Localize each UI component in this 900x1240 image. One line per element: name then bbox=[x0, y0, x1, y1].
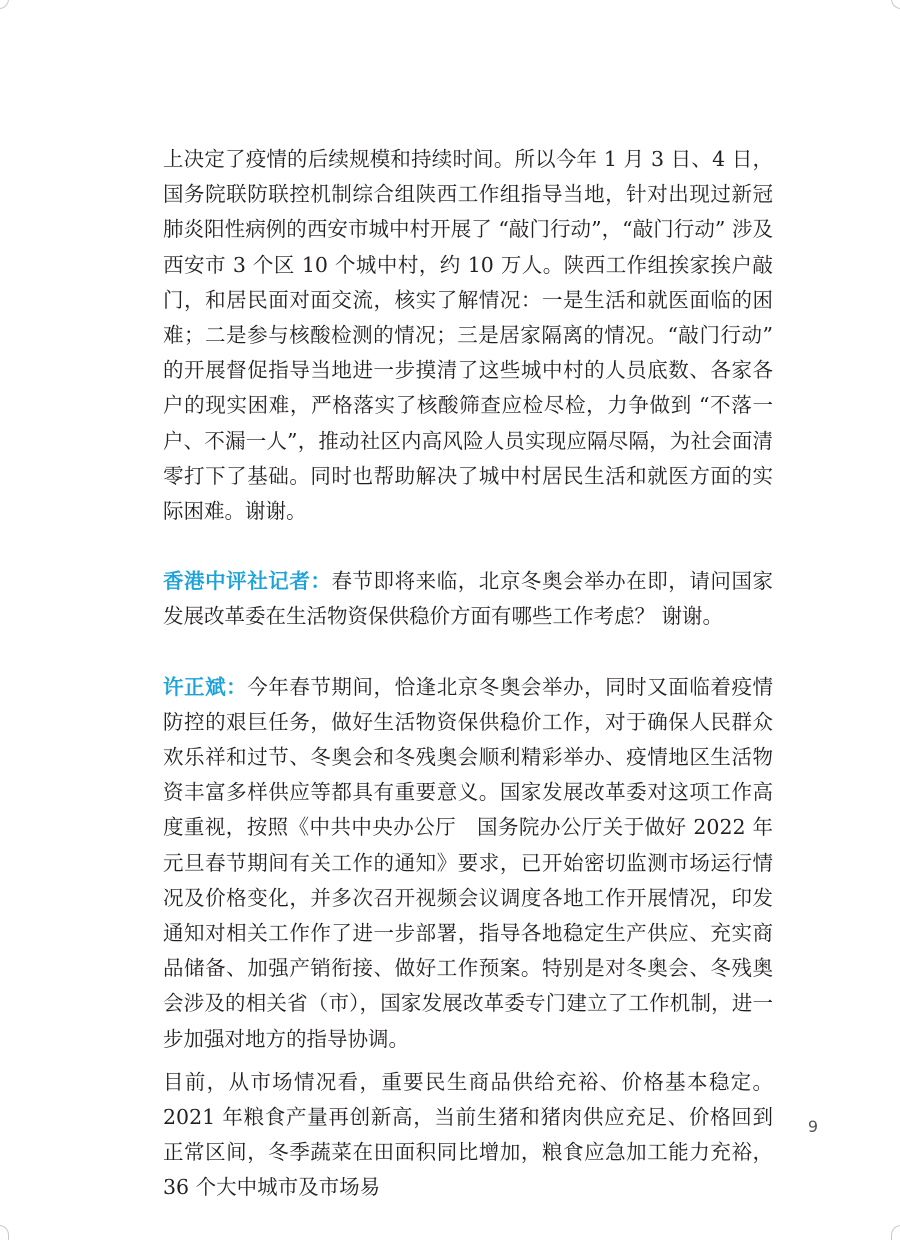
page-number: 9 bbox=[807, 1117, 818, 1136]
paragraph-question bbox=[163, 564, 773, 634]
page-body bbox=[163, 142, 773, 1206]
speaker-reporter: 香港中评社记者： bbox=[163, 569, 332, 594]
paragraph-gap bbox=[163, 635, 773, 670]
question-text: 春节即将来临，北京冬奥会举办在即，请问国家发展改革委在生活物资保供稳价方面有哪些工作考虑？ 谢谢。 bbox=[163, 569, 774, 629]
paragraph-gap bbox=[163, 529, 773, 564]
paragraph-answer-continuation: 上决定了疫情的后续规模和持续时间。所以今年 1 月 3 日、4 日，国务院联防联控机制综合组陕西工作组指导当地，针对出现过新冠肺炎阳性病例的西安市城中村开展了 “敲门行动”，“敲门行动” 涉及西安市 3 个区 10 个城中村，约 10 万人。陕西工作组挨家挨户敲门，和居民面对面交流，核实了解情况：一是生活和就医面临的困难；二是参与核酸检测的情况；三是居家隔离的情况。“敲门行动” 的开展督促指导当地进一步摸清了这些城中村的人员底数、各家各户的现实困难，严格落实了核酸筛查应检尽检，力争做到 “不落一户、不漏一人”，推动社区内高风险人员实现应隔尽隔，为社会面清零打下了基础。同时也帮助解决了城中村居民生活和就医方面的实际困难。谢谢。 bbox=[163, 147, 773, 524]
crop-mark-bottom-right bbox=[891, 1225, 900, 1240]
paragraph-answer bbox=[163, 670, 773, 1057]
answer-text: 今年春节期间，恰逢北京冬奥会举办，同时又面临着疫情防控的艰巨任务，做好生活物资保供稳价工作，对于确保人民群众欢乐祥和过节、冬奥会和冬残奥会顺利精彩举办、疫情地区生活物资丰富多样供应等都具有重要意义。国家发展改革委对这项工作高度重视，按照《中共中央办公厅 国务院办公厅关于做好 2022 年元旦春节期间有关工作的通知》要求，已开始密切监测市场运行情况及价格变化，并多次召开视频会议调度各地工作开展情况，印发通知对相关工作作了进一步部署，指导各地稳定生产供应、充实商品储备、加强产销衔接、做好工作预案。特别是对冬奥会、冬残奥会涉及的相关省（市），国家发展改革委专门建立了工作机制，进一步加强对地方的指导协调。 bbox=[163, 674, 774, 1051]
paragraph-answer-continued: 目前，从市场情况看，重要民生商品供给充裕、价格基本稳定。2021 年粮食产量再创新高，当前生猪和猪肉供应充足、价格回到正常区间，冬季蔬菜在田面积同比增加，粮食应急加工能力充裕，36 个大中城市及市场易 bbox=[163, 1069, 773, 1200]
crop-mark-top-right bbox=[891, 0, 900, 9]
crop-mark-top-left bbox=[0, 0, 9, 9]
crop-mark-bottom-left bbox=[0, 1225, 9, 1240]
speaker-official: 许正斌： bbox=[163, 674, 248, 699]
